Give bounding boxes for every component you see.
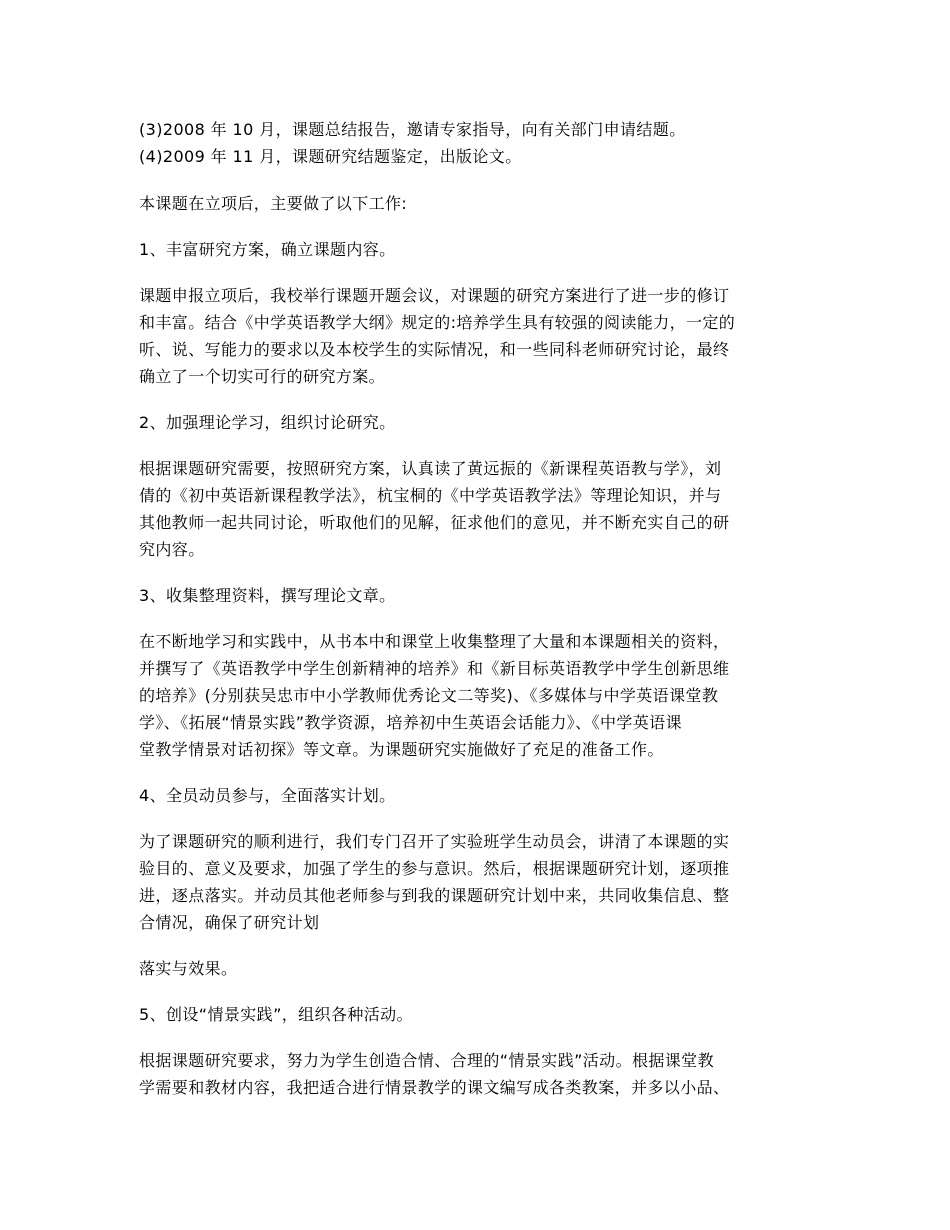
section-paragraph (139, 455, 811, 563)
paragraph-line: 根据课题研究要求，努力为学生创造合情、合理的“情景实践”活动。根据课堂教 (139, 1051, 714, 1070)
section-heading: 3、收集整理资料，撰写理论文章。 (139, 586, 396, 605)
section-heading: 5、创设“情景实践”，组织各种活动。 (139, 1005, 413, 1024)
paragraph-line: 课题申报立项后，我校举行课题开题会议，对课题的研究方案进行了进一步的修订 (139, 286, 730, 305)
paragraph-line: 其他教师一起共同讨论，听取他们的见解，征求他们的意见，并不断充实自己的研 (139, 513, 730, 532)
paragraph-line: 究内容。 (139, 540, 205, 559)
paragraph-line: 验目的、意义及要求，加强了学生的参与意识。然后，根据课题研究计划，逐项推 (139, 859, 730, 878)
paragraph-line: 确立了一个切实可行的研究方案。 (139, 367, 386, 386)
paragraph-continuation: 落实与效果。 (139, 959, 238, 978)
document-page (139, 116, 811, 1120)
paragraph-line: 进，逐点落实。并动员其他老师参与到我的课题研究计划中来，共同收集信息、整 (139, 886, 730, 905)
paragraph-line: 学》、《拓展“情景实践”教学资源，培养初中生英语会话能力》、《中学英语课 (139, 713, 682, 732)
paragraph-line: 合情况，确保了研究计划 (139, 913, 320, 932)
paragraph-line: 堂教学情景对话初探》等文章。为课题研究实施做好了充足的准备工作。 (139, 740, 664, 759)
paragraph-line: 并撰写了《英语教学中学生创新精神的培养》和《新目标英语教学中学生创新思维 (139, 659, 730, 678)
paragraph-line: 倩的《初中英语新课程教学法》，杭宝桐的《中学英语教学法》等理论知识，并与 (139, 486, 722, 505)
schedule-list (139, 116, 811, 170)
section-paragraph (139, 1047, 811, 1101)
intro-text: 本课题在立项后，主要做了以下工作: (139, 194, 408, 213)
paragraph-line: 学需要和教材内容，我把适合进行情景教学的课文编写成各类教案，并多以小品、 (139, 1078, 730, 1097)
section-paragraph (139, 282, 811, 390)
paragraph-line: 和丰富。结合《中学英语教学大纲》规定的:培养学生具有较强的阅读能力，一定的 (139, 313, 736, 332)
schedule-item: (3)2008 年 10 月，课题总结报告，邀请专家指导，向有关部门申请结题。 (139, 120, 686, 139)
section-paragraph (139, 828, 811, 936)
paragraph-line: 的培养》(分别获吴忠市中小学教师优秀论文二等奖)、《多媒体与中学英语课堂教 (139, 686, 719, 705)
section-heading: 2、加强理论学习，组织讨论研究。 (139, 413, 396, 432)
section-heading: 4、全员动员参与，全面落实计划。 (139, 786, 396, 805)
paragraph-line: 根据课题研究需要，按照研究方案，认真读了黄远振的《新课程英语教与学》，刘 (139, 459, 722, 478)
section-heading: 1、丰富研究方案，确立课题内容。 (139, 240, 396, 259)
section-paragraph (139, 628, 811, 763)
paragraph-line: 在不断地学习和实践中，从书本中和课堂上收集整理了大量和本课题相关的资料， (139, 632, 730, 651)
paragraph-line: 听、说、写能力的要求以及本校学生的实际情况，和一些同科老师研究讨论，最终 (139, 340, 730, 359)
schedule-item: (4)2009 年 11 月，课题研究结题鉴定，出版论文。 (139, 147, 522, 166)
paragraph-line: 为了课题研究的顺利进行，我们专门召开了实验班学生动员会，讲清了本课题的实 (139, 832, 730, 851)
